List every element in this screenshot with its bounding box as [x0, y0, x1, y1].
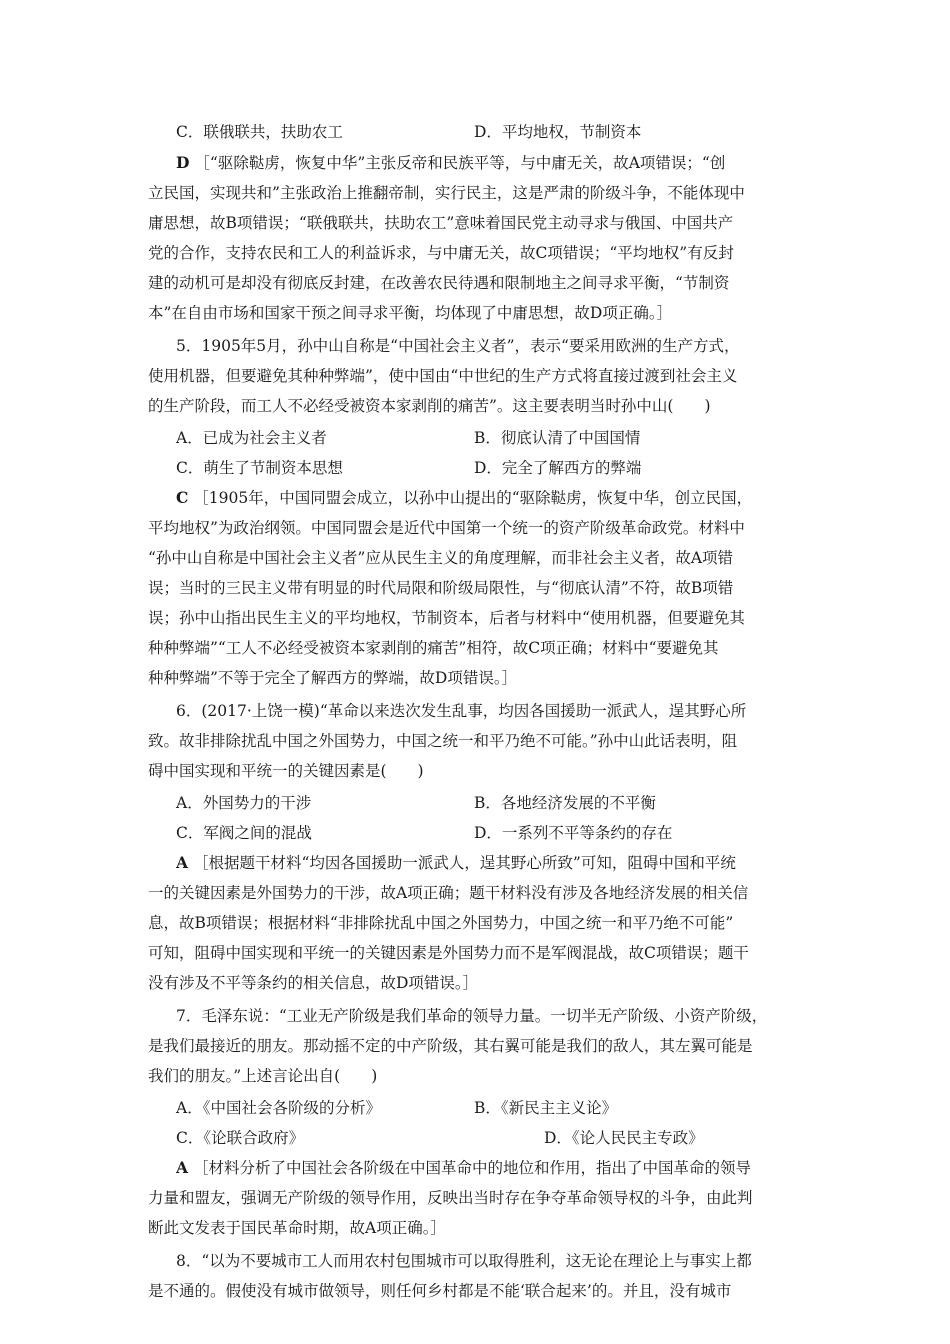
q4-option-d: D．平均地权，节制资本: [474, 123, 642, 141]
q6-answer-line-2: 一的关键因素是外国势力的干涉，故A项正确；题干材料没有涉及各地经济发展的相关信: [148, 884, 749, 902]
q4-answer-letter: D: [176, 153, 190, 172]
q5-stem-line-2: 使用机器，但要避免其种种弊端”，使中国由“中世纪的生产方式将直接过渡到社会主义: [148, 367, 738, 385]
q6-stem-line-1: 6．(2017·上饶一模)“革命以来迭次发生乱事，均因各国援助一派武人，逞其野心所: [176, 702, 747, 720]
q7-option-d: D．《论人民民主专政》: [544, 1129, 704, 1147]
q7-option-a: A．《中国社会各阶级的分析》: [176, 1099, 381, 1117]
q7-stem-line-3: 我们的朋友。”上述言论出自( ): [148, 1067, 378, 1085]
q4-answer-line-4: 党的合作，支持农民和工人的利益诉求，与中庸无关，故C项错误；“平均地权”有反封: [148, 244, 734, 262]
q6-answer-line-1: A ［根据题干材料“均因各国援助一派武人，逞其野心所致”可知，阻碍中国和平统: [176, 853, 736, 872]
q4-answer-line-3: 庸思想，故B项错误；“联俄联共，扶助农工”意味着国民党主动寻求与俄国、中国共产: [148, 214, 734, 232]
q4-answer-line-5: 建的动机可是却没有彻底反封建，在改善农民待遇和限制地主之间寻求平衡，“节制资: [148, 274, 730, 292]
q4-answer-line-1: D ［“驱除鞑虏，恢复中华”主张反帝和民族平等，与中庸无关，故A项错误；“创: [176, 153, 726, 172]
q4-answer-line-6: 本”在自由市场和国家干预之间寻求平衡，均体现了中庸思想，故D项正确。］: [148, 304, 673, 322]
q8-stem-line-2: 是不通的。假使没有城市做领导，则任何乡村都是不能‘联合起来’的。并且，没有城市: [148, 1282, 732, 1300]
q7-option-b: B．《新民主主义论》: [474, 1099, 618, 1117]
q6-stem-line-3: 碍中国实现和平统一的关键因素是( ): [148, 762, 424, 780]
q5-answer-line-7: 种种弊端”不等于完全了解西方的弊端，故D项错误。］: [148, 669, 518, 687]
q5-option-c: C．萌生了节制资本思想: [176, 459, 343, 477]
q4-option-c: C．联俄联共，扶助农工: [176, 123, 343, 141]
q7-option-c: C．《论联合政府》: [176, 1129, 305, 1147]
q6-option-b: B．各地经济发展的不平衡: [474, 794, 656, 812]
q5-answer-line-3: “孙中山自称是中国社会主义者”应从民生主义的角度理解，而非社会主义者，故A项错: [148, 549, 734, 567]
q6-answer-letter: A: [176, 853, 189, 872]
q6-option-a: A．外国势力的干涉: [176, 794, 312, 812]
q6-answer-line-3: 息，故B项错误；根据材料“非排除扰乱中国之外国势力，中国之统一和平乃绝不可能”: [148, 914, 734, 932]
q5-option-d: D．完全了解西方的弊端: [474, 459, 642, 477]
q5-answer-line-6: 种种弊端”“工人不必经受被资本家剥削的痛苦”相符，故C项正确；材料中“要避免其: [148, 639, 719, 657]
q5-stem-line-3: 的生产阶段，而工人不必经受被资本家剥削的痛苦”。这主要表明当时孙中山( ): [148, 397, 711, 415]
q7-answer-line-2: 力量和盟友，强调无产阶级的领导作用，反映出当时存在争夺革命领导权的斗争，由此判: [148, 1189, 753, 1207]
q4-answer-line-2: 立民国，实现共和”主张政治上推翻帝制，实行民主，这是严肃的阶级斗争，不能体现中: [148, 184, 745, 202]
q6-stem-line-2: 致。故非排除扰乱中国之外国势力，中国之统一和平乃绝不可能。”孙中山此话表明，阻: [148, 732, 738, 750]
q5-answer-letter: C: [176, 488, 189, 507]
q5-stem-line-1: 5．1905年5月，孙中山自称是“中国社会主义者”，表示“要采用欧洲的生产方式，: [176, 337, 740, 355]
q5-answer-line-1: C ［1905年，中国同盟会成立，以孙中山提出的“驱除鞑虏，恢复中华，创立民国，: [176, 488, 753, 507]
q6-answer-line-4: 可知，阻碍中国实现和平统一的关键因素是外国势力而不是军阀混战，故C项错误；题干: [148, 944, 749, 962]
q6-option-d: D．一系列不平等条约的存在: [474, 824, 673, 842]
q6-answer-line-5: 没有涉及不平等条约的相关信息，故D项错误。］: [148, 974, 479, 992]
q5-answer-line-5: 误；孙中山指出民生主义的平均地权，节制资本，后者与材料中“使用机器，但要避免其: [148, 609, 745, 627]
q5-answer-line-4: 误；当时的三民主义带有明显的时代局限和阶级局限性，与“彻底认清”不符，故B项错: [148, 579, 734, 597]
q5-answer-line-2: 平均地权”为政治纲领。中国同盟会是近代中国第一个统一的资产阶级革命政党。材料中: [148, 519, 745, 537]
q6-option-c: C．军阀之间的混战: [176, 824, 312, 842]
q7-answer-line-3: 断此文发表于国民革命时期，故A项正确。］: [148, 1219, 446, 1237]
q7-answer-letter: A: [176, 1158, 189, 1177]
q5-option-a: A．已成为社会主义者: [176, 429, 327, 447]
q7-answer-line-1: A ［材料分析了中国社会各阶级在中国革命中的地位和作用，指出了中国革命的领导: [176, 1158, 751, 1177]
q7-stem-line-1: 7．毛泽东说：“工业无产阶级是我们革命的领导力量。一切半无产阶级、小资产阶级，: [176, 1007, 768, 1025]
q8-stem-line-1: 8．“以为不要城市工人而用农村包围城市可以取得胜利，这无论在理论上与事实上都: [176, 1252, 752, 1270]
q7-stem-line-2: 是我们最接近的朋友。那动摇不定的中产阶级，其右翼可能是我们的敌人，其左翼可能是: [148, 1037, 753, 1055]
q5-option-b: B．彻底认清了中国国情: [474, 429, 641, 447]
